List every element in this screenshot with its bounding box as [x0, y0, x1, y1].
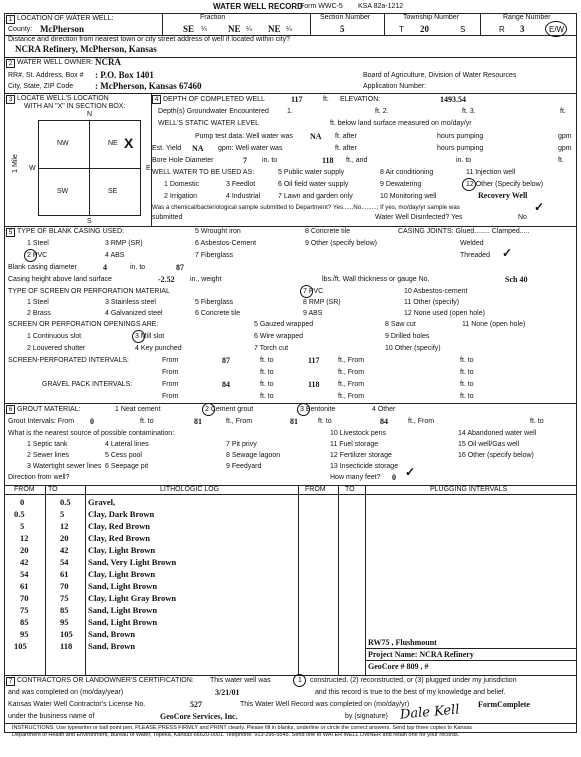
record-completed: FormComplete [478, 700, 530, 709]
mile-label: 1 Mile [11, 154, 19, 173]
distance-label: Distance and direction from nearest town or city street address of well if located within city? [8, 36, 291, 43]
log-description: Clay, Light Gray Brown [88, 593, 177, 603]
log-note-project: Project Name: NCRA Refinery [368, 650, 474, 659]
form-number: Form WWC-5 [300, 3, 343, 10]
log-row [8, 628, 353, 640]
city-label: City, State, ZIP Code [8, 83, 74, 90]
other-use-value: Recovery Well [478, 191, 528, 200]
log-description: Clay, Dark Brown [88, 509, 155, 519]
log-to: 0.5 [60, 497, 71, 507]
cement-grout-circle [202, 403, 215, 416]
log-row [8, 556, 353, 568]
pump-test-value: NA [310, 132, 322, 141]
fraction-label: Fraction [200, 14, 226, 21]
screen-from: 87 [222, 356, 230, 365]
log-description: Sand, Very Light Brown [88, 557, 177, 567]
log-from: 0.5 [14, 509, 25, 519]
log-from: 105 [14, 641, 27, 651]
casing-diameter: 4 [103, 263, 107, 272]
no-checkmark: ✓ [534, 200, 545, 214]
bore-diameter: 7 [243, 156, 247, 165]
ksa-reference: KSA 82a-1212 [358, 3, 404, 10]
log-description: Sand, Light Brown [88, 617, 158, 627]
log-description: Clay, Red Brown [88, 533, 150, 543]
log-row [8, 580, 353, 592]
log-from: 70 [20, 593, 29, 603]
distance-value: NCRA Refinery, McPherson, Kansas [15, 44, 157, 54]
gauge-value: Sch 40 [505, 275, 528, 284]
grout2-from: 81 [290, 417, 298, 426]
log-from: 0 [20, 497, 25, 507]
constructed-circle [293, 674, 306, 687]
log-row [8, 568, 353, 580]
log-to: 12 [60, 521, 69, 531]
log-to: 70 [60, 581, 69, 591]
county-label: County: [8, 26, 33, 33]
fraction-2: NE [228, 24, 241, 34]
log-from: 54 [20, 569, 29, 579]
log-from: 12 [20, 533, 29, 543]
instructions-line-2: Department of Health and Environment, Bureau of Water, Topeka, Kansas 66620-0001. Telephone: 913-296-5545. Send one to WATER WELL OWNER and retain one for your records. [12, 732, 460, 738]
log-row [8, 496, 353, 508]
log-to: 20 [60, 533, 69, 543]
log-to: 61 [60, 569, 69, 579]
casing-depth: 87 [176, 263, 184, 272]
contractor-signature: Dale Kell [399, 702, 461, 723]
owner-value: NCRA [95, 57, 121, 67]
log-to: 95 [60, 617, 69, 627]
application-label: Application Number: [363, 83, 427, 90]
log-from: 20 [20, 545, 29, 555]
grout1-to: 81 [194, 417, 202, 426]
log-description: Clay, Light Brown [88, 569, 156, 579]
log-from: 42 [20, 557, 29, 567]
log-row [8, 520, 353, 532]
board-label: Board of Agriculture, Division of Water Resources [363, 72, 517, 79]
range-value: 3 [520, 24, 525, 34]
yield-value: NA [192, 144, 204, 153]
screen-pvc-circle [300, 285, 313, 298]
range-label: Range Number [503, 14, 551, 21]
how-many-feet-value: 0 [392, 473, 396, 482]
log-from: 95 [20, 629, 29, 639]
license-number: 527 [190, 700, 202, 709]
log-to: 118 [60, 641, 73, 651]
business-name: GeoCore Services, Inc. [160, 712, 238, 721]
log-description: Sand, Brown [88, 629, 136, 639]
section-number-label: Section Number [320, 14, 371, 21]
log-row [8, 640, 353, 652]
bentonite-circle [297, 403, 310, 416]
depth-value: 117 [291, 95, 303, 104]
section-1-number: 1 [6, 15, 15, 24]
log-from: 85 [20, 617, 29, 627]
log-to: 54 [60, 557, 69, 567]
log-to: 105 [60, 629, 73, 639]
bore-depth: 118 [322, 156, 334, 165]
casing-pvc-circle [24, 249, 37, 262]
township-label: Township Number [403, 14, 460, 21]
log-description: Clay, Red Brown [88, 521, 150, 531]
township-value: 20 [420, 24, 429, 34]
log-to: 5 [60, 509, 65, 519]
county-value: McPherson [40, 24, 84, 34]
log-description: Sand, Light Brown [88, 605, 158, 615]
log-row [8, 616, 353, 628]
log-row [8, 532, 353, 544]
how-many-checkmark: ✓ [405, 465, 416, 479]
log-row [8, 604, 353, 616]
threaded-checkmark: ✓ [502, 246, 513, 260]
fraction-3: NE [268, 24, 281, 34]
grout1-from: 0 [90, 417, 94, 426]
fraction-1: SE [183, 24, 195, 34]
form-title: WATER WELL RECORD [213, 2, 303, 11]
log-to: 42 [60, 545, 69, 555]
location-label: LOCATION OF WATER WELL: [17, 15, 114, 22]
log-note-geocore: GeoCore # 809 , # [368, 662, 429, 671]
log-to: 85 [60, 605, 69, 615]
elevation-value: 1493.54 [440, 95, 466, 104]
range-ew: E/W [549, 25, 565, 34]
log-row [8, 544, 353, 556]
log-from: 61 [20, 581, 29, 591]
water-well-record-form: WATER WELL RECORD Form WWC-5 KSA 82a-1212 1 LOCATION OF WATER WELL: County: McPherson Fraction SE ¼ NE ¼ NE ¼ Section Number 5 Township Number T 20 S Range Number R 3 E/W Distance and direction from nearest town or city street address of well if located within city? NCRA Refinery, McPherson, Kansas 2 WATER WELL OWNER: NCRA RR#, St. Address, Box # : P.O. Box 1401 Board of Agriculture, Division of Water Resources City, State, ZIP Code : McPherson, Kansas 67460 Application Number: 3 LOCATE WELL'S LOCATION WITH AN "X" IN SECTION BOX: N NW NE X SW SE W E S 1 Mile 4 DEPTH OF COMPLETED WELL 117 ft. ELEVATION: 1493.54 Depth(s) Groundwater Encountered 1. ft. 2. ft. 3. ft. WELL'S STATIC WATER LEVEL ft. below land surface measured on mo/day/yr Pump test data: Well water was NA ft. after hours pumping gpm Est. Yield NA gpm: Well water was ft. after hours pumping gpm Bore Hole Diameter 7 in. to 118 ft., and in. to ft. WELL WATER TO BE USED AS: 5 Public water supply 8 Air conditioning 11 Injection well 1 Domestic 3 Feedlot 6 Oil field water supply 9 Dewatering 12 Other (Specify below) 2 Irrigation 4 Industrial 7 Lawn and garden only 10 Monitoring well Recovery Well Was a chemical/bacteriological sample submitted to Department? Yes......No.........; If yes, mo/day/yr sample was submitted Water Well Disinfected? Yes No ✓ 5 TYPE OF BLANK CASING USED: 5 Wrought iron 8 Concrete tile CASING JOINTS: Glued........ Clamped..... 1 Steel 3 RMP (SR) 6 Asbestos-Cement 9 Other (specify below) Welded 2 PVC 4 ABS 7 Fiberglass Threaded ✓ Blank casing diameter 4 in. to 87 Casing height above land surface -2.52 in., weight lbs./ft. Wall thickness or gauge No. Sch 40 TYPE OF SCREEN OR PERFORATION MATERIAL 7 PVC 10 Asbestos-cement 1 Steel 3 Stainless steel 5 Fiberglass 8 RMP (SR) 11 Other (specify) 2 Brass 4 Galvanized steel 6 Concrete tile 9 ABS 12 None used (open hole) SCREEN OR PERFORATION OPENINGS ARE: 5 Gauzed wrapped 8 Saw cut 11 None (open hole) 1 Continuous slot 3 Mill slot 6 Wire wrapped 9 Drilled holes 2 Louvered shutter 4 Key punched 7 Torch cut 10 Other (specify) SCREEN-PERFORATED INTERVALS: From 87 ft. to 117 ft., From ft. to From ft. to ft., From ft. to GRAVEL PACK INTERVALS: From 84 ft. to 118 ft., From ft. to From ft. to ft., From ft. to 6 GROUT MATERIAL: 1 Neat cement 2 Cement grout 3 Bentonite 4 Other Grout Intervals: From 0 ft. to 81 ft., From 81 ft. to 84 ft., From ft. to What is the nearest source of possible contamination: 10 Livestock pens 14 Abandoned water well 1 Septic tank 4 Lateral lines 7 Pit privy 11 Fuel storage 15 Oil well/Gas well 2 Sewer lines 5 Cess pool 8 Sewage lagoon 12 Fertilizer storage 16 Other (specify below) 3 Watertight sewer lines 6 Seepage pit 9 Feedyard 13 Insecticide storage Direction from well? How many feet? 0 ✓ FROM TO LITHOLOGIC LOG FROM TO PLUGGING INTERVALS 0 0.5 Gravel, 0.5 5 Clay, Dark Brown 5 12 Clay, Red Brown 12 20 Clay, Red Brown 20 42 Clay, Light Brown 42 54 Sand, Very Light Brown 54 61 Clay, Light Brown 61 70 Sand, Light Brown 70 75 Clay, Light Gray Brown 75 85 Sand, Light Brown 85 95 Sand, Light Brown 95 105 Sand, Brown 105 118 Sand, Brown RW75 , Flushmount Project Name: NCRA Refinery GeoCore # 809 , # 7 CONTRACTORS OR LANDOWNER'S CERTIFICATION: This water well was 1 constructed, (2) reconstructed, or (3) plugged under my jurisdiction and was completed on (mo/day/year) 3/21/01 and this record is true to the best of my knowledge and belief. Kansas Water Well Contractor's License No. 527 This Water Well Record was completed on (mo/day/yr) FormComplete under the business name of GeoCore Services, Inc. by (signature) Dale Kell INSTRUCTIONS: Use typewriter or ball point pen. PLEASE PRESS FIRMLY and PRINT clearly. Please fill in blanks, underline or circle the correct answers. Send top three copies to Kansas Department of Health and Environment, Bureau of Water, Topeka, Kansas 66620-0001. Telephone: 913-296-5545. Send one to WATER WELL OWNER and retain one for your records. [0, 0, 581, 757]
address-label: RR#, St. Address, Box # [8, 72, 84, 79]
gravel-from: 84 [222, 380, 230, 389]
location-x-mark: X [124, 135, 134, 151]
casing-height: -2.52 [158, 275, 175, 284]
grout2-to: 84 [380, 417, 388, 426]
mill-slot-circle [132, 330, 145, 343]
section-number-value: 5 [340, 24, 345, 34]
log-to: 75 [60, 593, 69, 603]
completed-date: 3/21/01 [215, 688, 240, 697]
instructions-line-1: INSTRUCTIONS: Use typewriter or ball point pen. PLEASE PRESS FIRMLY and PRINT clearly. Please fill in blanks, underline or circle the correct answers. Send top three copies to Kansas [12, 725, 472, 731]
log-description: Clay, Light Brown [88, 545, 156, 555]
log-from: 5 [20, 521, 25, 531]
log-note-well-id: RW75 , Flushmount [368, 638, 437, 647]
log-from: 75 [20, 605, 29, 615]
log-description: Sand, Brown [88, 641, 136, 651]
city-value: : McPherson, Kansas 67460 [95, 81, 202, 91]
log-description: Sand, Light Brown [88, 581, 158, 591]
gravel-to: 118 [308, 380, 320, 389]
log-row [8, 508, 353, 520]
owner-label: WATER WELL OWNER: [17, 59, 93, 66]
screen-to: 117 [308, 356, 320, 365]
use-12-circle [462, 178, 476, 191]
log-description: Gravel, [88, 497, 116, 507]
log-row [8, 592, 353, 604]
address-value: : P.O. Box 1401 [95, 70, 154, 80]
